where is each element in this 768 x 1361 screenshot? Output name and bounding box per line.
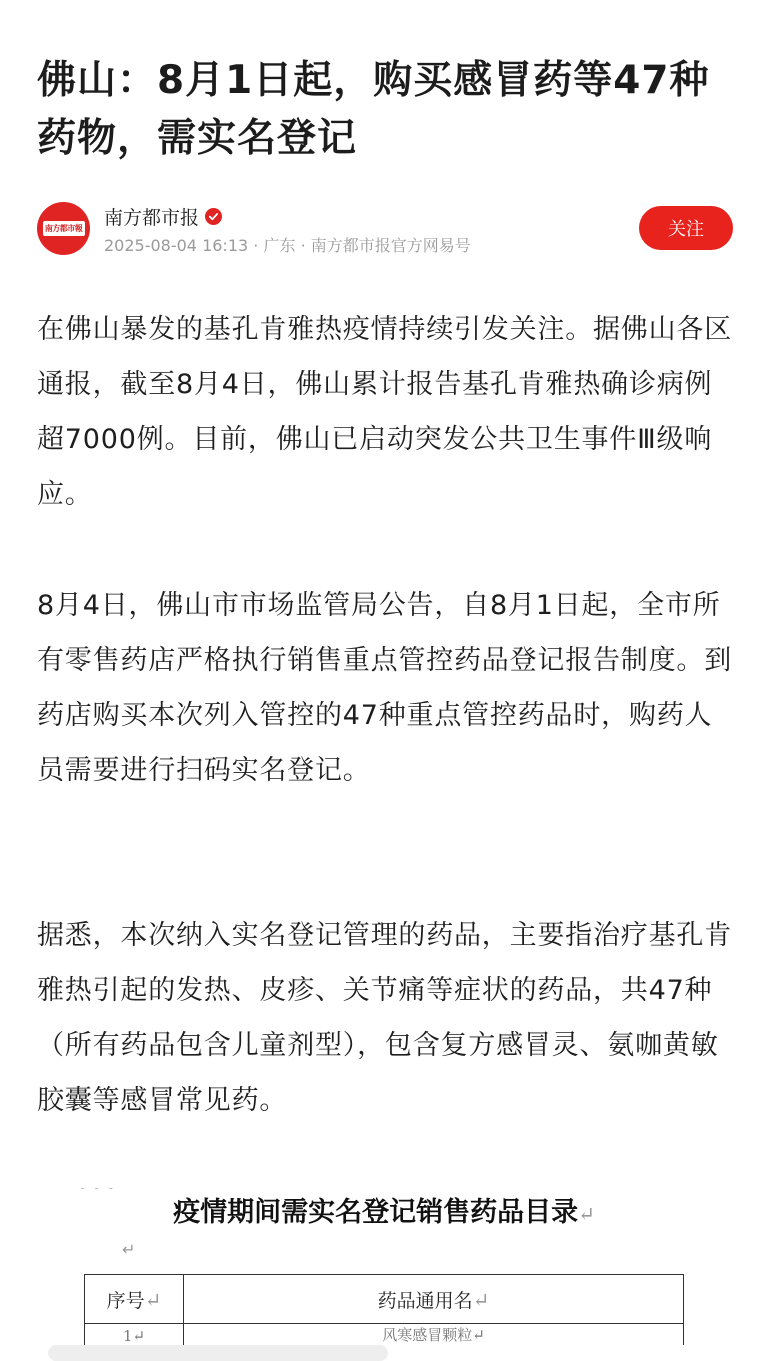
table-header — [85, 1275, 184, 1324]
document-title-text: 疫情期间需实名登记销售药品目录 — [173, 1197, 579, 1228]
table-row — [85, 1324, 684, 1346]
author-name-row[interactable] — [104, 203, 222, 230]
article-paragraph: 在佛山暴发的基孔肯雅热疫情持续引发关注。据佛山各区通报，截至8月4日，佛山累计报告基孔肯雅热确诊病例超7000例。目前，佛山已启动突发公共卫生事件Ⅲ级响应。 — [37, 314, 732, 510]
author-avatar[interactable] — [37, 202, 90, 255]
document-image[interactable] — [0, 1170, 768, 1355]
avatar-logo: 南方都市報 — [43, 221, 85, 236]
return-mark: ↵ — [122, 1240, 136, 1259]
scan-marks: ⁃ ⁃ ⁃ — [80, 1184, 117, 1195]
meta-separator: · — [253, 236, 264, 255]
table-header — [184, 1275, 684, 1324]
return-mark: ↵ — [472, 1287, 490, 1312]
article-meta — [104, 233, 471, 256]
meta-separator: · — [300, 236, 311, 255]
publish-source: 南方都市报官方网易号 — [310, 236, 471, 255]
article-paragraph: 据悉，本次纳入实名登记管理的药品，主要指治疗基孔肯雅热引起的发热、皮疹、关节痛等症状的药品，共47种（所有药品包含儿童剂型），包含复方感冒灵、氨咖黄敏胶囊等感冒常见药。 — [37, 920, 732, 1116]
return-mark: ↵ — [144, 1287, 162, 1312]
author-name[interactable]: 南方都市报 — [104, 207, 200, 229]
bottom-scroll-indicator — [48, 1345, 388, 1361]
author-row — [37, 198, 737, 260]
article-title: 佛山：8月1日起，购买感冒药等47种药物，需实名登记 — [37, 58, 710, 162]
table-cell: 风寒感冒颗粒↵ — [184, 1324, 684, 1346]
document-title — [0, 1190, 768, 1229]
verified-badge-icon — [205, 208, 222, 225]
article-paragraph: 8月4日，佛山市市场监管局公告，自8月1日起，全市所有零售药店严格执行销售重点管控药品登记报告制度。到药店购买本次列入管控的47种重点管控药品时，购药人员需要进行扫码实名登记。 — [37, 590, 732, 786]
publish-location: 广东 — [263, 236, 296, 255]
follow-button[interactable]: 关注 — [639, 206, 733, 250]
return-mark: ↵ — [578, 1202, 595, 1226]
table-cell: 1↵ — [85, 1324, 184, 1346]
header-text: 药品通用名 — [377, 1289, 473, 1312]
table-header-row — [85, 1275, 684, 1324]
drug-list-table — [84, 1274, 684, 1345]
header-text: 序号 — [106, 1289, 145, 1312]
publish-date: 2025-08-04 16:13 — [104, 236, 249, 255]
